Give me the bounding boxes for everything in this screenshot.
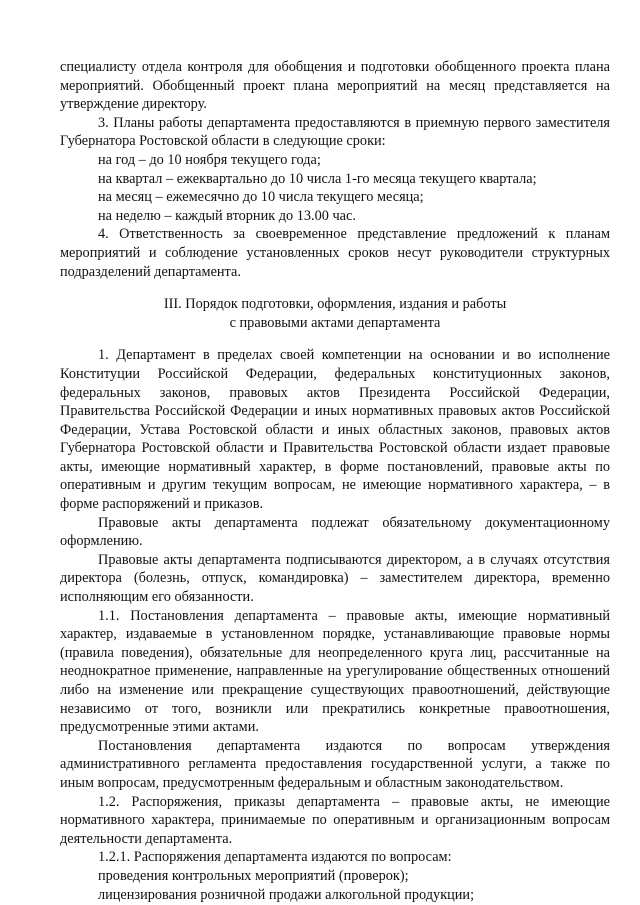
paragraph-orders: 1.2. Распоряжения, приказы департамента – правовые акты, не имеющие нормативного характера, принимаемые по оперативным и организационным вопросам деятельности департамента. (60, 793, 610, 847)
list-item-month: на месяц – ежемесячно до 10 числа текущего месяца; (98, 189, 424, 206)
list-item-week: на неделю – каждый вторник до 13.00 час. (98, 207, 356, 224)
document-body (60, 58, 610, 904)
list-item-year: на год – до 10 ноября текущего года; (98, 151, 321, 168)
section-heading-line2: с правовыми актами департамента (229, 314, 441, 331)
paragraph-legal-acts: 1. Департамент в пределах своей компетенции на основании и во исполнение Конституции Российской Федерации, федеральных конституционных законов, федеральных законов, правовых актов Президента Российской Федерации, Правительства Российской Федерации и иных нормативных правовых актов Российской Федерации, Устава Ростовской области и иных областных законов, правовых актов Губернатора Ростовской области и Правительства Ростовской области издает правовые акты, имеющие нормативный характер, в форме постановлений, правовые акты по оперативным и другим текущим вопросам, не имеющие нормативного характера, – в форме распоряжений и приказов. (60, 347, 610, 513)
paragraph-signing: Правовые акты департамента подписываются директором, а в случаях отсутствия директора (болезнь, отпуск, командировка) – заместителем директора, временно исполняющим его обязанности. (60, 551, 610, 606)
spacer (60, 332, 610, 346)
list-item-license: лицензирования розничной продажи алкогольной продукции; (98, 886, 475, 903)
paragraph-documentation: Правовые акты департамента подлежат обязательному документационному оформлению. (60, 514, 610, 550)
paragraph-resolutions: 1.1. Постановления департамента – правовые акты, имеющие нормативный характер, издаваемые в установленном порядке, устанавливающие правовые нормы (правила поведения), обязательные для неопределенного круга лиц, рассчитанные на неоднократное применение, направленные на урегулирование общественных отношений либо на изменение или прекращение существующих правоотношений, действующие независимо от того, возникли или прекратились конкретные правоотношения, предусмотренные этими актами. (60, 607, 610, 736)
list-item-quarter: на квартал – ежеквартально до 10 числа 1-го месяца текущего квартала; (98, 170, 537, 187)
paragraph-resolution-topics: Постановления департамента издаются по вопросам утверждения административного регламента предоставления государственной услуги, а также по иным вопросам, предусмотренным федеральным и областным законодательством. (60, 737, 610, 791)
paragraph-responsibility: 4. Ответственность за своевременное представление предложений к планам мероприятий и соблюдение установленных сроков несут руководители структурных подразделений департамента. (60, 226, 610, 280)
paragraph-plan-deadlines: 3. Планы работы департамента предоставляются в приемную первого заместителя Губернатора Ростовской области в следующие сроки: (60, 114, 610, 150)
paragraph-order-topics: 1.2.1. Распоряжения департамента издаются по вопросам: (98, 849, 452, 866)
spacer (60, 281, 610, 295)
list-item-control: проведения контрольных мероприятий (проверок); (98, 867, 409, 884)
paragraph-plan-submission: специалисту отдела контроля для обобщения и подготовки обобщенного проекта плана мероприятий. Обобщенный проект плана мероприятий на месяц представляется на утверждение директору. (60, 59, 610, 113)
section-heading-line1: III. Порядок подготовки, оформления, издания и работы (163, 296, 507, 313)
